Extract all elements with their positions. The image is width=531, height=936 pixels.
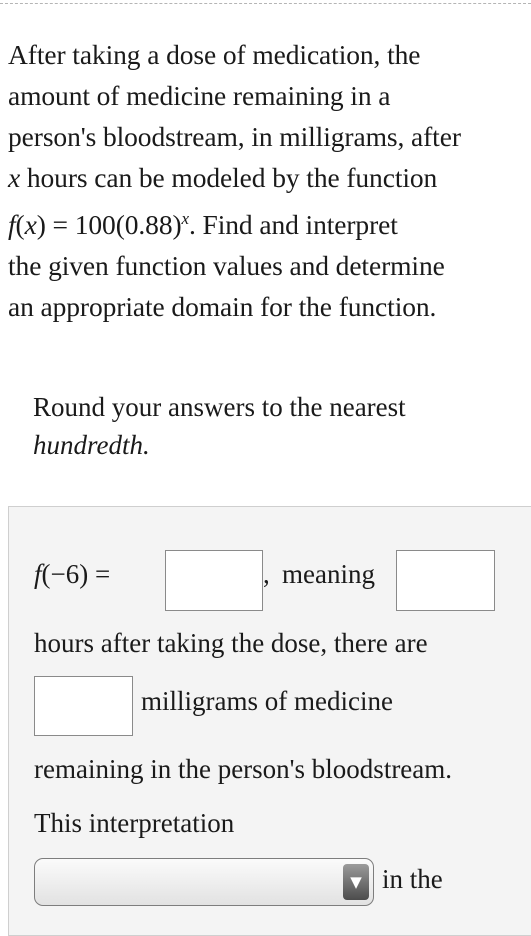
problem-statement	[8, 34, 528, 327]
function-exponent: x	[181, 209, 189, 228]
function-name: f	[8, 209, 16, 241]
answer-function-argument: (−6) =	[41, 559, 111, 589]
hours-text: hours after taking the dose, there are	[34, 628, 428, 658]
problem-text: hours can be modeled by the function	[20, 162, 438, 193]
interpretation-select[interactable]	[34, 858, 374, 906]
in-the-text: in the	[382, 864, 443, 894]
variable-x: x	[8, 162, 21, 193]
f-value-label	[34, 559, 110, 590]
meaning-label: meaning	[282, 559, 375, 589]
round-text: Round your answers to the nearest	[33, 392, 406, 422]
meaning-input[interactable]	[396, 550, 495, 611]
comma: ,	[263, 559, 270, 589]
remaining-text: remaining in the person's bloodstream.	[34, 754, 453, 784]
problem-line: After taking a dose of medication, the	[8, 39, 421, 70]
rounding-instructions	[33, 388, 406, 464]
problem-line: person's bloodstream, in milligrams, after	[8, 121, 461, 152]
chevron-down-icon[interactable]: ▼	[343, 864, 369, 900]
problem-line: the given function values and determine	[8, 250, 445, 282]
function-argument: x	[24, 209, 37, 241]
function-definition: $f(x) = 100(0.88)^x$. Find and interpret	[8, 209, 398, 241]
problem-line	[8, 157, 528, 198]
problem-line: amount of medicine remaining in a	[8, 80, 391, 111]
milligrams-text: milligrams of medicine	[141, 686, 393, 716]
function-rhs: 100(0.88)	[74, 209, 182, 241]
problem-text: . Find and interpret	[189, 209, 398, 241]
interpretation-text: This interpretation	[34, 808, 235, 838]
answer-function-name: f	[34, 559, 42, 589]
milligrams-input[interactable]	[34, 676, 133, 736]
f-value-input[interactable]	[165, 550, 263, 611]
round-italic: hundredth.	[33, 430, 150, 460]
problem-line: an appropriate domain for the function.	[8, 291, 437, 323]
top-divider	[0, 3, 531, 4]
